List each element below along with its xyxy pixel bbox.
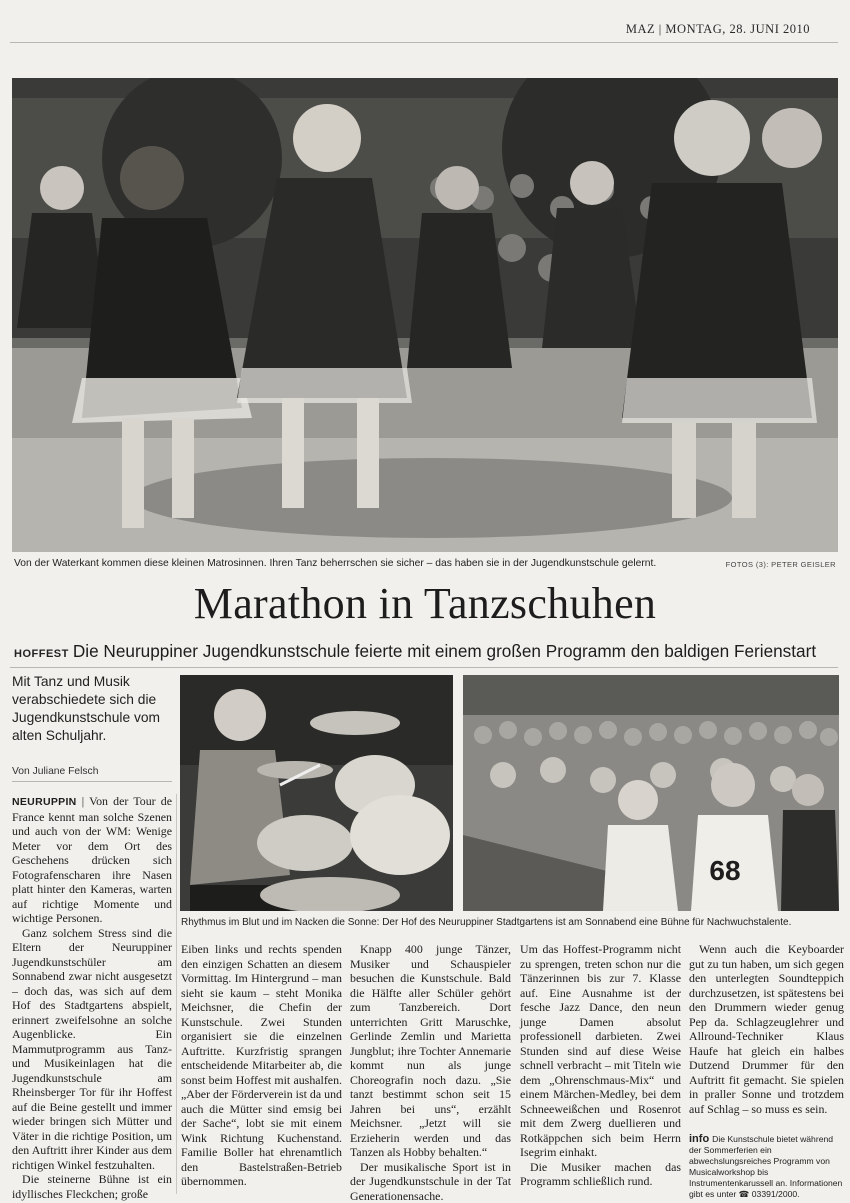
article-paragraph: Die steinerne Bühne ist ein idyllisches Fleckchen; große: [12, 1172, 172, 1201]
byline: Von Juliane Felsch: [12, 766, 172, 782]
article-column-4: [520, 942, 681, 1189]
dateline: NEURUPPIN: [12, 796, 77, 808]
article-paragraph: Die Musiker machen das Programm schließlich rund.: [520, 1160, 681, 1189]
headline: Marathon in Tanzschuhen: [0, 578, 850, 629]
article-column-3: [350, 942, 511, 1203]
article-paragraph: Eiben links und rechts spenden den einzigen Schatten an diesem Vormittag. Im Hintergrund – man sieht sie kaum – steht Monika Meichsner, die Chefin der Kunstschule. Zwei Stunden organisiert sie die einzelnen Auftritte. Kurzfristig sprangen entscheidende Mitarbeiter ab, die sonst beim Hoffest mit aushalfen. „Aber der Förderverein ist da und auch die Mütter sind emsig bei der Sache“, lobt sie mit einem Wink Richtung Kuchenstand. Familie Boller hat ehrenamtlich den Bastelstraßen-Betrieb übernommen.: [181, 942, 342, 1189]
article-paragraph: Knapp 400 junge Tänzer, Musiker und Schauspieler besuchen die Kunstschule. Bald die Hälfte aller Schüler gehört zum Tanzbereich. Dort unterrichten Gritt Maruschke, Gerlinde Zemlin und Marietta Jungblut; ihre Tochter Annemarie kommt nun als junge Choreografin noch dazu. „Sie tanzt bestimmt schon seit 15 Jahren bei uns“, erzählt Meichsner. „Jetzt will sie Erzieherin werden und das Tanzen als Hobby behalten.“: [350, 942, 511, 1160]
photo-credit: FOTOS (3): PETER GEISLER: [726, 560, 836, 569]
article-paragraph: Ganz solchem Stress sind die Eltern der Neuruppiner Jugendkunstschüler am Sonnabend zwar nicht ausgesetzt – doch das, was sich auf dem Hof des Stadtgartens abspielt, erinnert zweifelsohne an solche Augenblicke. Ein Mammutprogramm aus Tanz- und Musikeinlagen hat die Jugendkunstschule am Rheinsberger Tor für ihr Hoffest auf die Beine gestellt und immer wieder bringen sich Mütter und Väter in die richtige Position, um den Auftritt ihrer Kinder aus dem richtigen Winkel festzuhalten.: [12, 926, 172, 1173]
main-photo-dancers: [12, 78, 838, 552]
photos-caption: Rhythmus im Blut und im Nacken die Sonne: Der Hof des Neuruppiner Stadtgartens ist am Sonnabend eine Bühne für Nachwuchstalente.: [181, 917, 843, 928]
info-box: [689, 1134, 847, 1200]
main-photo-caption: Von der Waterkant kommen diese kleinen Matrosinnen. Ihren Tanz beherrschen sie sicher – das haben sie in der Jugendkunstschule gelernt.: [14, 558, 714, 569]
info-tag: info: [689, 1133, 709, 1145]
lede: Mit Tanz und Musik verabschiedete sich die Jugendkunstschule vom alten Schuljahr.: [12, 673, 172, 745]
column-divider: [176, 794, 177, 1194]
article-paragraph: Um das Hoffest-Programm nicht zu sprengen, treten schon nur die Tänzerinnen bis zur 7. Klasse auf. Eine Ausnahme ist der fesche Jazz Dance, den neun junge Damen absolut professionell darbieten. Zwei Stunden sind auf diese Weise schnell verbracht – mit Titeln wie dem „Ohrenschmaus-Mix“ und einem Märchen-Medley, bei dem Schneeweißchen und Rosenrot mit dem Zwerg duellieren und Rotkäppchen sich beim Herrn Isegrim einhakt.: [520, 942, 681, 1160]
masthead-date: MAZ | MONTAG, 28. JUNI 2010: [626, 22, 810, 37]
article-paragraph: Wenn auch die Keyboarder gut zu tun haben, um sich gegen den unterlegten Soundteppich durchzusetzen, ist spätestens bei den Drummern wieder genug Pep da. Schlagzeuglehrer und Allround-Techniker Klaus Haufe hat gleich ein halbes Dutzend Drummer für den Auftritt fit gemacht. Sie spielen in praller Sonne und trotzdem auf Schlag – so muss es sein.: [689, 942, 844, 1116]
top-rule: [10, 42, 838, 43]
shirt-number-68: 68: [709, 855, 740, 886]
article-column-2: [181, 942, 342, 1189]
article-column-1: [12, 794, 172, 1201]
crowd-photo: [463, 675, 839, 911]
article-paragraph: Der musikalische Sport ist in der Jugendkunstschule in der Tat Generationensache.: [350, 1160, 511, 1203]
subhead-rule: [10, 667, 838, 668]
info-text: Die Kunstschule bietet während der Sommerferien ein abwechslungsreiches Programm von Musicalworkshop bis Instrumentenkarussell an. Informationen gibt es unter ☎ 03391/2000.: [689, 1134, 842, 1199]
article-paragraph: NEURUPPIN | Von der Tour de France kennt man solche Szenen und auch von der WM: Wenige Meter vor dem Ort des Geschehens drücken sich Fotografenscharen ihre Nasen platt hinter den Kameras, warten auf richtige Momente und wichtige Personen.: [12, 794, 172, 926]
drummer-photo: [180, 675, 453, 911]
subhead-text: Die Neuruppiner Jugendkunstschule feierte mit einem großen Programm den baldigen Ferienstart: [73, 641, 816, 661]
subhead: [14, 641, 844, 662]
article-column-5: [689, 942, 844, 1116]
subhead-kicker: HOFFEST: [14, 648, 69, 660]
